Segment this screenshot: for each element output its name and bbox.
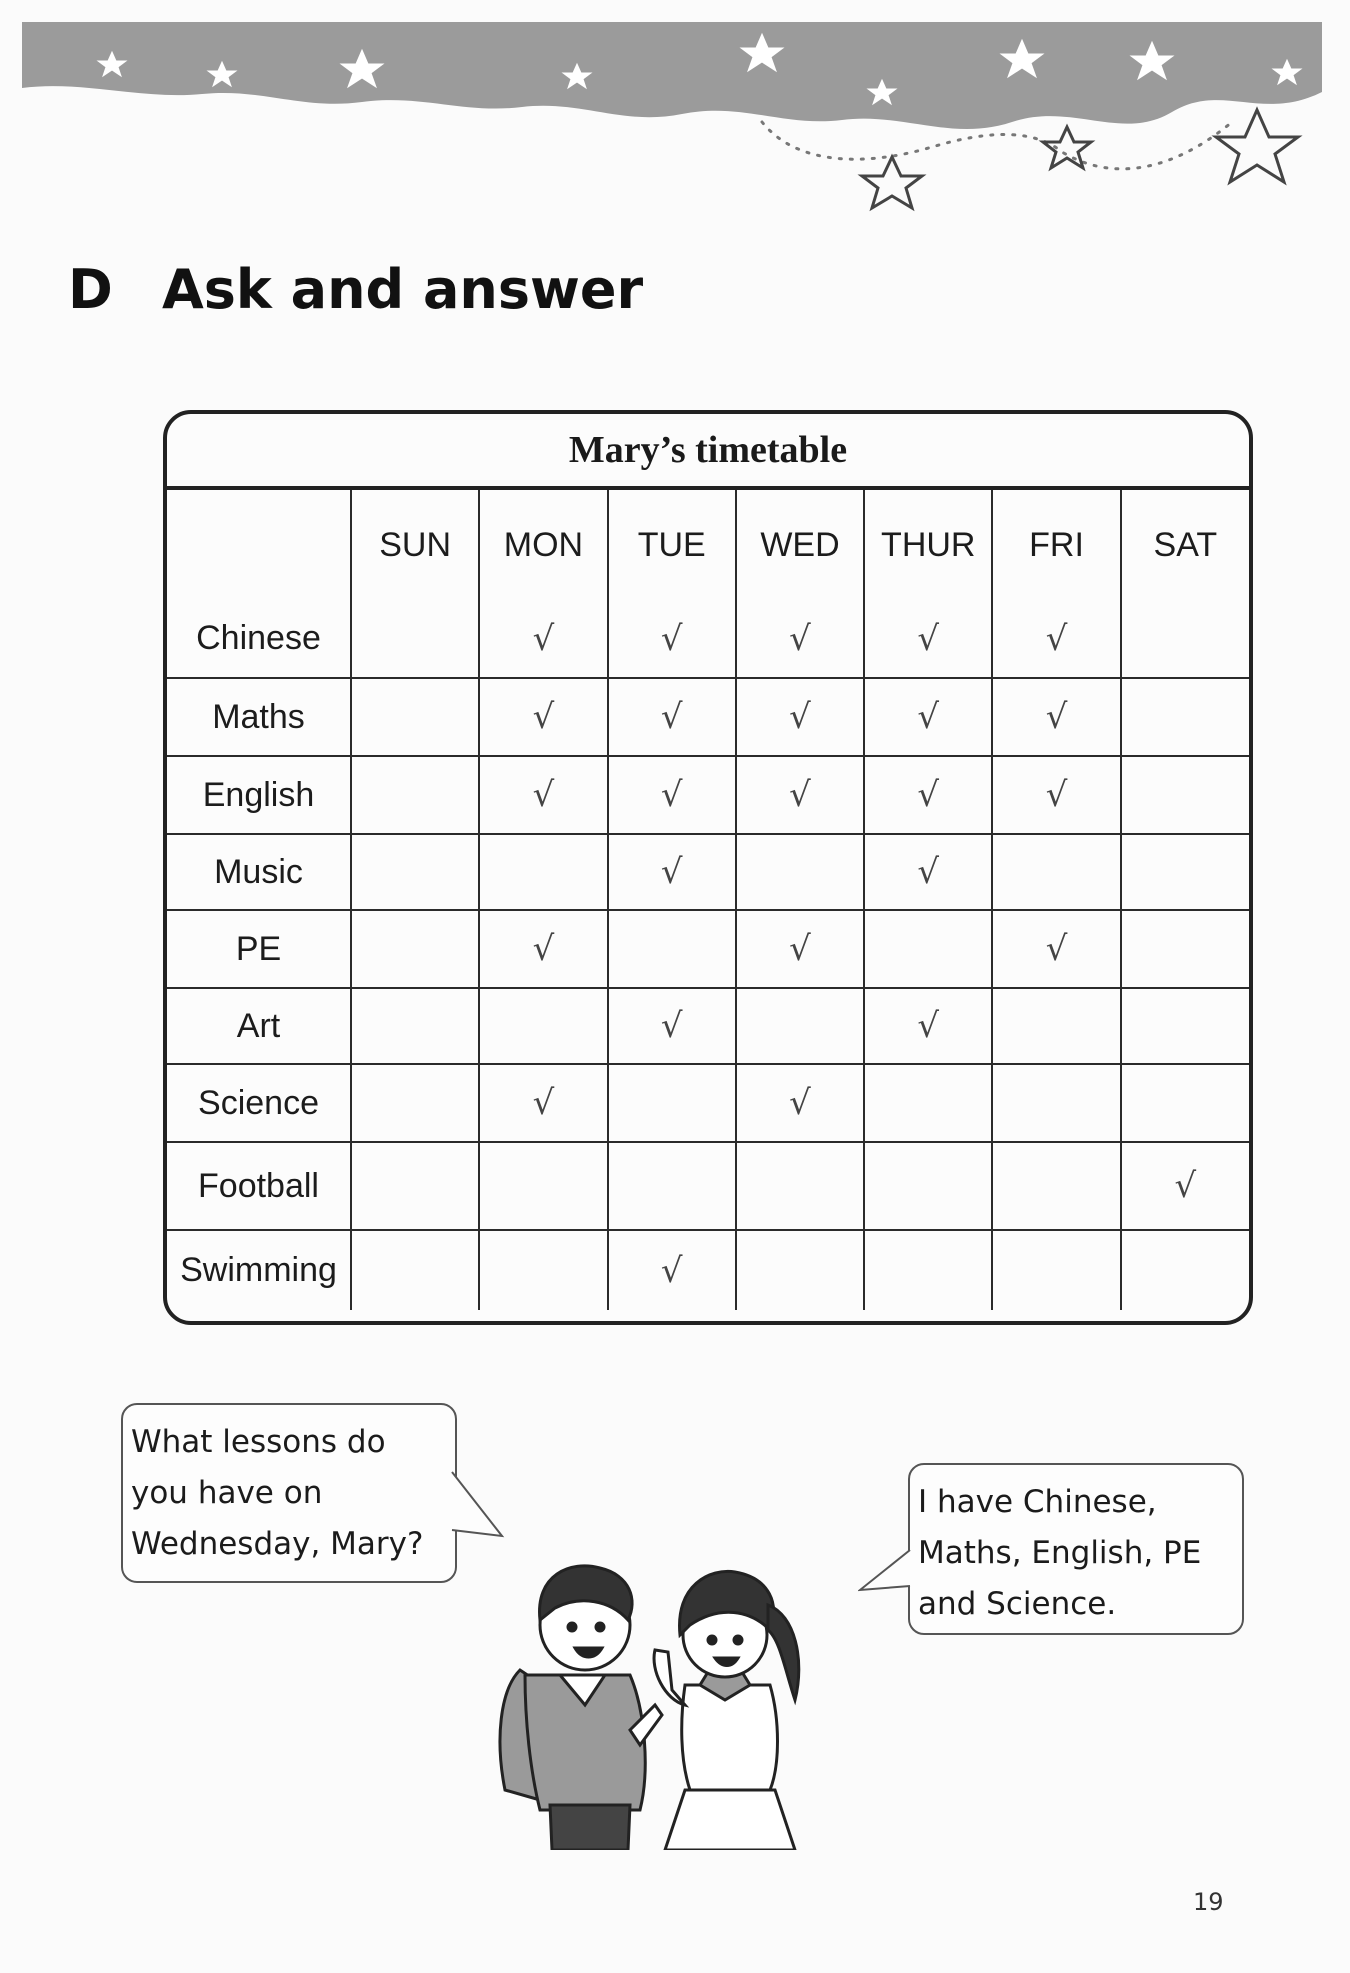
timetable-cell bbox=[479, 600, 607, 678]
subject-row bbox=[167, 678, 1249, 756]
check-mark-icon: √ bbox=[789, 618, 811, 659]
dotted-trail bbox=[762, 122, 1232, 169]
check-mark-icon: √ bbox=[532, 618, 555, 659]
timetable-cell bbox=[736, 834, 864, 910]
timetable-cell bbox=[351, 1064, 479, 1142]
timetable-cell bbox=[992, 1142, 1120, 1230]
subject-label: PE bbox=[167, 910, 351, 988]
answer-line: I have Chinese, bbox=[918, 1484, 1157, 1520]
subject-label: Art bbox=[167, 988, 351, 1064]
check-mark-icon: √ bbox=[1174, 1166, 1197, 1206]
timetable-cell bbox=[736, 988, 864, 1064]
timetable-cell bbox=[864, 988, 992, 1064]
timetable-cell bbox=[351, 988, 479, 1064]
subject-row bbox=[167, 910, 1249, 988]
timetable-cell bbox=[992, 910, 1120, 988]
timetable-cell bbox=[736, 1064, 864, 1142]
subject-row bbox=[167, 1230, 1249, 1310]
timetable-cell bbox=[479, 756, 607, 834]
check-mark-icon: √ bbox=[789, 697, 811, 737]
timetable-cell bbox=[608, 678, 736, 756]
question-bubble bbox=[121, 1403, 457, 1583]
question-line: What lessons do bbox=[131, 1424, 386, 1460]
timetable-cell bbox=[351, 678, 479, 756]
subject-row bbox=[167, 1064, 1249, 1142]
timetable-cell bbox=[608, 600, 736, 678]
timetable-cell bbox=[1121, 600, 1249, 678]
timetable-cell bbox=[351, 1142, 479, 1230]
subject-row bbox=[167, 600, 1249, 678]
check-mark-icon: √ bbox=[660, 1250, 683, 1291]
timetable-cell bbox=[736, 1230, 864, 1310]
answer-line: Maths, English, PE bbox=[918, 1535, 1202, 1571]
check-mark-icon: √ bbox=[917, 1006, 940, 1046]
check-mark-icon: √ bbox=[917, 852, 940, 892]
timetable-cell bbox=[864, 1230, 992, 1310]
day-header: FRI bbox=[992, 490, 1120, 600]
day-header: MON bbox=[479, 490, 607, 600]
timetable-cell bbox=[1121, 988, 1249, 1064]
timetable-cell bbox=[992, 756, 1120, 834]
subject-row bbox=[167, 1142, 1249, 1230]
check-mark-icon: √ bbox=[532, 1083, 555, 1123]
check-mark-icon: √ bbox=[1045, 618, 1068, 659]
timetable-cell bbox=[608, 1142, 736, 1230]
girl-figure bbox=[654, 1571, 799, 1850]
timetable-title: Mary’s timetable bbox=[167, 414, 1249, 490]
section-heading bbox=[68, 258, 643, 321]
timetable-cell bbox=[736, 1142, 864, 1230]
timetable-cell bbox=[479, 910, 607, 988]
timetable-cell bbox=[479, 1064, 607, 1142]
timetable-cell bbox=[608, 834, 736, 910]
timetable-cell bbox=[351, 1230, 479, 1310]
subject-label: Music bbox=[167, 834, 351, 910]
timetable-cell bbox=[736, 910, 864, 988]
timetable-cell bbox=[736, 756, 864, 834]
timetable-cell bbox=[608, 910, 736, 988]
timetable-cell bbox=[992, 834, 1120, 910]
subject-row bbox=[167, 988, 1249, 1064]
subject-row bbox=[167, 834, 1249, 910]
check-mark-icon: √ bbox=[1045, 775, 1068, 815]
corner-cell bbox=[167, 490, 351, 600]
timetable-cell bbox=[479, 988, 607, 1064]
question-line: Wednesday, Mary? bbox=[131, 1526, 424, 1562]
subject-label: Swimming bbox=[167, 1230, 351, 1310]
timetable-cell bbox=[1121, 1142, 1249, 1230]
check-mark-icon: √ bbox=[660, 852, 683, 892]
check-mark-icon: √ bbox=[532, 697, 555, 737]
question-line: you have on bbox=[131, 1475, 323, 1511]
timetable-cell bbox=[864, 1064, 992, 1142]
day-header: TUE bbox=[608, 490, 736, 600]
day-header: SAT bbox=[1121, 490, 1249, 600]
section-title: Ask and answer bbox=[162, 258, 644, 321]
check-mark-icon: √ bbox=[1045, 697, 1068, 737]
timetable-cell bbox=[864, 1142, 992, 1230]
timetable-cell bbox=[1121, 1064, 1249, 1142]
subject-label: Maths bbox=[167, 678, 351, 756]
children-illustration bbox=[480, 1490, 880, 1850]
timetable-cell bbox=[608, 756, 736, 834]
timetable-cell bbox=[608, 1064, 736, 1142]
answer-line: and Science. bbox=[918, 1586, 1117, 1622]
timetable-grid bbox=[167, 490, 1249, 1310]
timetable-cell bbox=[992, 600, 1120, 678]
timetable-cell bbox=[479, 678, 607, 756]
timetable bbox=[163, 410, 1253, 1325]
timetable-cell bbox=[351, 600, 479, 678]
timetable-cell bbox=[351, 834, 479, 910]
timetable-cell bbox=[1121, 678, 1249, 756]
timetable-cell bbox=[736, 678, 864, 756]
timetable-cell bbox=[608, 1230, 736, 1310]
check-mark-icon: √ bbox=[660, 1006, 683, 1046]
timetable-cell bbox=[608, 988, 736, 1064]
check-mark-icon: √ bbox=[532, 929, 555, 969]
day-header: THUR bbox=[864, 490, 992, 600]
timetable-cell bbox=[864, 600, 992, 678]
subject-label: Football bbox=[167, 1142, 351, 1230]
timetable-cell bbox=[992, 678, 1120, 756]
page-number: 19 bbox=[1193, 1888, 1224, 1916]
day-header: SUN bbox=[351, 490, 479, 600]
timetable-body bbox=[167, 600, 1249, 1310]
check-mark-icon: √ bbox=[789, 929, 811, 969]
check-mark-icon: √ bbox=[789, 775, 811, 815]
answer-bubble bbox=[908, 1463, 1244, 1635]
check-mark-icon: √ bbox=[789, 1083, 811, 1123]
timetable-cell bbox=[1121, 1230, 1249, 1310]
check-mark-icon: √ bbox=[660, 618, 683, 659]
subject-label: English bbox=[167, 756, 351, 834]
timetable-cell bbox=[864, 910, 992, 988]
timetable-cell bbox=[864, 756, 992, 834]
check-mark-icon: √ bbox=[917, 697, 940, 737]
section-letter: D bbox=[68, 258, 113, 321]
subject-label: Chinese bbox=[167, 600, 351, 678]
check-mark-icon: √ bbox=[660, 697, 683, 737]
timetable-cell bbox=[1121, 756, 1249, 834]
timetable-cell bbox=[479, 834, 607, 910]
star-banner bbox=[22, 22, 1322, 222]
timetable-cell bbox=[479, 1142, 607, 1230]
timetable-cell bbox=[1121, 910, 1249, 988]
check-mark-icon: √ bbox=[917, 775, 940, 815]
timetable-cell bbox=[351, 910, 479, 988]
day-header-row bbox=[167, 490, 1249, 600]
boy-figure bbox=[500, 1566, 662, 1850]
timetable-cell bbox=[351, 756, 479, 834]
subject-label: Science bbox=[167, 1064, 351, 1142]
check-mark-icon: √ bbox=[660, 775, 683, 815]
timetable-cell bbox=[992, 1064, 1120, 1142]
check-mark-icon: √ bbox=[1045, 929, 1068, 969]
check-mark-icon: √ bbox=[532, 775, 555, 815]
day-header: WED bbox=[736, 490, 864, 600]
timetable-cell bbox=[992, 988, 1120, 1064]
check-mark-icon: √ bbox=[917, 618, 940, 659]
timetable-cell bbox=[479, 1230, 607, 1310]
timetable-cell bbox=[992, 1230, 1120, 1310]
subject-row bbox=[167, 756, 1249, 834]
timetable-cell bbox=[1121, 834, 1249, 910]
timetable-cell bbox=[864, 678, 992, 756]
timetable-cell bbox=[736, 600, 864, 678]
timetable-cell bbox=[864, 834, 992, 910]
